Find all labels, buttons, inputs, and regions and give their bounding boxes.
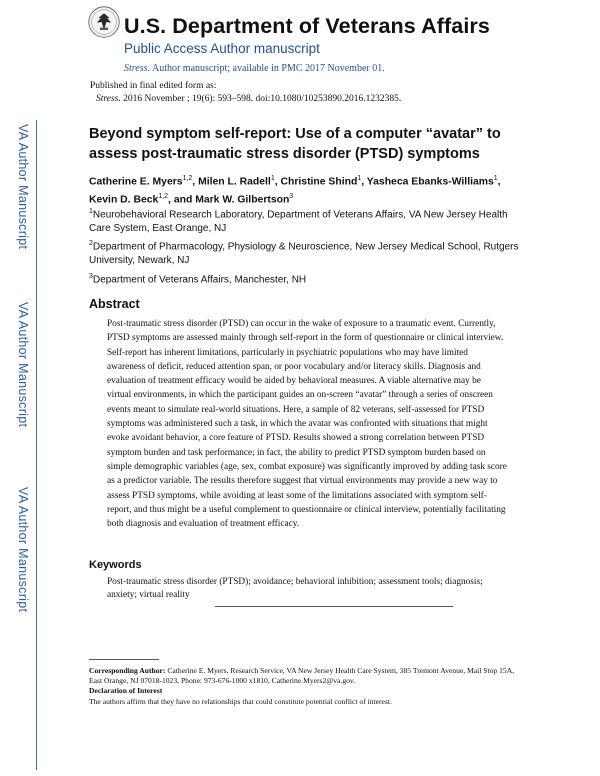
- author-separator: ,: [361, 176, 367, 188]
- author-list: [89, 171, 519, 208]
- corresponding-details: Catherine E. Myers, Research Service, VA New Jersey Health Care System, 385 Tremont Avenue, Mail Stop 15A, East Orange, NJ 07018-1023, Phone: 973-676-1000 x1810, Catherine.Myers2@va.gov.: [89, 666, 515, 685]
- keywords-heading: Keywords: [89, 559, 142, 571]
- corresponding-label: Corresponding Author:: [89, 666, 166, 675]
- status-text: Author manuscript; available in PMC 2017 November 01.: [150, 63, 385, 74]
- published-label: Published in final edited form as:: [90, 81, 217, 91]
- affiliation-text: Department of Pharmacology, Physiology & Neuroscience, New Jersey Medical School, Rutgers University, Newark, NJ: [89, 241, 519, 267]
- abstract-text: Post-traumatic stress disorder (PTSD) can occur in the wake of exposure to a traumatic event. Currently, PTSD symptoms are assessed mainly through self-report in the form of questionnaire or clinical interview. Self-report has inherent limitations, particularly in psychiatric populations who may have limited awareness of deficit, reduced attention span, or poor vocabulary and/or literacy skills. Diagnosis and evaluation of treatment efficacy would be aided by behavioral measures. A viable alternative may be virtual environments, in which the participant guides an on-screen “avatar” through a series of onscreen events meant to simulate real-world situations. Here, a sample of 82 veterans, self-assessed for PTSD symptoms was administered such a task, in which the avatar was confronted with situations that might evoke avoidant behavior, a core feature of PTSD. Results showed a strong correlation between PTSD symptom burden and task performance; in fact, the ability to predict PTSD symptom burden based on simple demographic variables (age, sex, combat exposure) was significantly improved by adding task score as a predictor variable. The results therefore suggest that virtual environments may provide a new way to assess PTSD symptoms, while avoiding at least some of the limitations associated with symptom self-report, and thus might be a useful complement to questionnaire or clinical interview, potentially facilitating both diagnosis and evaluation of treatment efficacy.: [107, 319, 507, 530]
- citation-details: 2016 November ; 19(6): 593–598. doi:10.1080/10253890.2016.1232385.: [120, 94, 402, 104]
- keywords-text: Post-traumatic stress disorder (PTSD); avoidance; behavioral inhibition; assessment tools; diagnosis; anxiety; virtual reality: [107, 577, 483, 600]
- author-affiliation-marker: 1,2: [182, 175, 193, 182]
- author-affiliation-marker: 1: [270, 175, 275, 182]
- abstract-heading: Abstract: [89, 297, 140, 311]
- affiliation-marker: 1: [89, 208, 93, 215]
- author-separator: , and: [168, 194, 196, 206]
- affiliation: [89, 270, 519, 287]
- declaration-heading: Declaration of Interest: [89, 686, 163, 695]
- affiliation: [89, 237, 519, 268]
- author-name: Kevin D. Beck: [89, 194, 159, 206]
- manuscript-status: [124, 63, 385, 74]
- agency-title: U.S. Department of Veterans Affairs: [124, 14, 490, 38]
- author-separator: ,: [192, 176, 199, 188]
- journal-name: Stress.: [124, 63, 151, 74]
- author-separator: ,: [274, 176, 281, 188]
- author-name: Catherine E. Myers: [89, 176, 183, 188]
- affiliation-marker: 3: [89, 273, 93, 280]
- sidebar-label: VA Author Manuscript: [16, 124, 30, 250]
- manuscript-type: Public Access Author manuscript: [124, 41, 320, 56]
- sidebar-label: VA Author Manuscript: [16, 487, 30, 613]
- author-affiliation-marker: 1: [357, 175, 362, 182]
- author-affiliation-marker: 1: [493, 175, 498, 182]
- author-name: Christine Shind: [280, 176, 358, 188]
- divider: [215, 606, 453, 607]
- affiliation-text: Department of Veterans Affairs, Manchester, NH: [92, 274, 307, 286]
- article-title: Beyond symptom self-report: Use of a computer “avatar” to assess post-traumatic stress disorder (PTSD) symptoms: [89, 126, 501, 162]
- citation-journal: Stress.: [96, 94, 121, 104]
- author-name: Milen L. Radell: [198, 176, 271, 188]
- affiliation-marker: 2: [89, 240, 93, 247]
- sidebar-rule: [36, 120, 37, 770]
- author-affiliation-marker: 3: [289, 193, 294, 201]
- author-name: Yasheca Ebanks-Williams: [366, 176, 494, 188]
- affiliation: [89, 205, 519, 236]
- author-affiliation-marker: 1,2: [158, 193, 169, 201]
- sidebar-label: VA Author Manuscript: [16, 302, 30, 428]
- author-separator: ,: [497, 176, 501, 188]
- affiliation-text: Neurobehavioral Research Laboratory, Department of Veterans Affairs, VA New Jersey Health Care System, East Orange, NJ: [89, 209, 508, 235]
- author-name: Mark W. Gilbertson: [195, 194, 290, 206]
- corresponding-author: [89, 666, 519, 686]
- footnote-divider: [89, 659, 159, 660]
- va-seal-icon: [88, 6, 120, 38]
- declaration-text: The authors affirm that they have no relationships that could constitute potential conflict of interest.: [89, 697, 392, 706]
- citation: [96, 94, 401, 104]
